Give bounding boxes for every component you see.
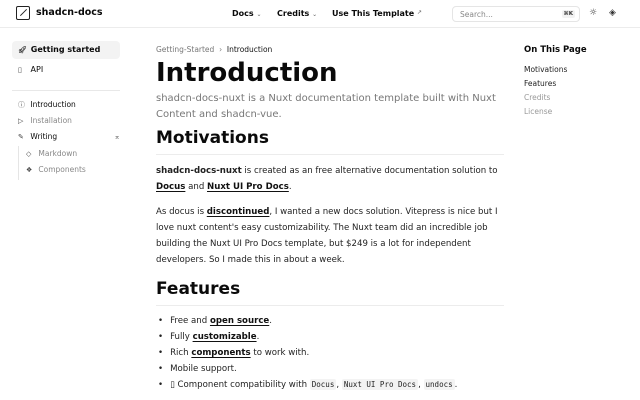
text: As docus is [156, 207, 207, 217]
sidebar-item-label: Writing [30, 132, 58, 141]
github-icon[interactable]: ◈ [609, 8, 616, 18]
text: , [418, 380, 424, 390]
sidebar-item-introduction[interactable] [18, 100, 76, 110]
strong-text: shadcn-docs-nuxt [156, 166, 242, 176]
page-lead: shadcn-docs-nuxt is a Nuxt documentation template built with Nuxt Content and shadcn-vue. [156, 93, 496, 120]
edit-icon: ✎ [18, 133, 24, 141]
link-discontinued[interactable]: discontinued [206, 207, 270, 217]
sidebar-item-label: Getting started [30, 45, 101, 54]
sidebar-item-api[interactable] [12, 61, 120, 79]
inline-code: Docus [311, 380, 335, 389]
inline-code: undocs [425, 380, 453, 389]
text: to work with. [250, 348, 310, 358]
text: Free and [170, 316, 210, 326]
sidebar-item-getting-started[interactable] [12, 41, 120, 59]
sidebar-item-label: Components [38, 165, 86, 174]
breadcrumb-current: Introduction [226, 45, 273, 54]
nav-label: Docs [232, 9, 254, 18]
top-header [0, 0, 640, 28]
page-title: Introduction [156, 58, 338, 88]
nav-label: Use This Template [332, 9, 415, 18]
breadcrumb [156, 45, 272, 54]
text: . [454, 380, 458, 390]
toc-item-credits[interactable]: Credits [524, 93, 551, 102]
tree-line [18, 146, 19, 180]
text: . [288, 182, 292, 192]
list-item [158, 345, 510, 361]
sidebar-item-label: API [30, 65, 44, 74]
text: . [269, 316, 272, 326]
sidebar-item-label: Installation [30, 116, 72, 125]
search-input[interactable] [452, 6, 580, 22]
text: , I wanted a new docs solution. Vitepress is nice but I love nuxt content's easy customizability. The Nuxt team did an incredible job building the Nuxt UI Pro Docs template, but $249 is a lot for independent developers. So I made this in about a week. [156, 207, 498, 265]
link-docus[interactable]: Docus [156, 182, 186, 192]
toc-item-license[interactable]: License [524, 107, 553, 116]
logo-icon[interactable] [16, 6, 30, 20]
text: and [185, 182, 208, 192]
link-open-source[interactable]: open source [209, 316, 270, 326]
inline-code: Nuxt UI Pro Docs [343, 380, 417, 389]
sidebar-item-components[interactable] [26, 165, 86, 174]
chevron-right-icon: › [219, 45, 223, 54]
text: ▯ Component compatibility with [170, 380, 310, 390]
chevron-down-icon: ⌄ [312, 11, 318, 18]
markdown-icon: ◇ [26, 150, 32, 158]
info-icon: ⓘ [18, 101, 25, 109]
text: Fully [170, 332, 193, 342]
text: is created as an free alternative documentation solution to [241, 166, 498, 176]
text: Rich [170, 348, 192, 358]
toc-item-motivations[interactable]: Motivations [524, 65, 568, 74]
paragraph [156, 163, 508, 195]
sidebar-item-label: Introduction [30, 100, 76, 109]
sidebar-item-writing[interactable] [18, 132, 57, 141]
search-placeholder: Search... [460, 10, 493, 19]
collapse-chevrons-icon[interactable]: ⌅ [114, 132, 121, 141]
theme-toggle-sun-icon[interactable]: ☼ [589, 8, 598, 18]
text: , [336, 380, 342, 390]
toc-title: On This Page [524, 45, 587, 55]
paragraph [156, 204, 508, 268]
nav-docs[interactable] [232, 9, 261, 18]
sidebar-item-markdown[interactable] [26, 149, 77, 158]
brand-name[interactable]: shadcn-docs [36, 7, 103, 18]
text: Mobile support. [170, 364, 237, 374]
sidebar-item-installation[interactable] [18, 116, 72, 125]
external-link-icon: ↗ [416, 9, 423, 16]
list-item [158, 377, 510, 393]
toc-item-features[interactable]: Features [524, 79, 557, 88]
divider [12, 90, 120, 91]
list-item [158, 361, 510, 377]
heading-motivations: Motivations [156, 128, 504, 155]
search-shortcut: ⌘K [563, 11, 573, 17]
list-item [158, 329, 510, 345]
link-components[interactable]: components [191, 348, 251, 358]
book-icon: ▯ [18, 66, 22, 74]
link-customizable[interactable]: customizable [192, 332, 257, 342]
list-item [158, 313, 510, 329]
play-icon: ▷ [18, 117, 24, 125]
components-icon: ❖ [26, 166, 33, 174]
heading-features: Features [156, 279, 504, 306]
chevron-down-icon: ⌄ [256, 11, 262, 18]
nav-credits[interactable] [277, 9, 317, 18]
link-nuxt-ui-pro[interactable]: Nuxt UI Pro Docs [207, 182, 289, 192]
nav-use-template[interactable] [332, 9, 422, 18]
breadcrumb-link[interactable]: Getting-Started [156, 45, 215, 54]
text: . [256, 332, 260, 342]
nav-label: Credits [277, 9, 310, 18]
sidebar-item-label: Markdown [38, 149, 78, 158]
rocket-icon: 🚀︎ [18, 46, 27, 54]
